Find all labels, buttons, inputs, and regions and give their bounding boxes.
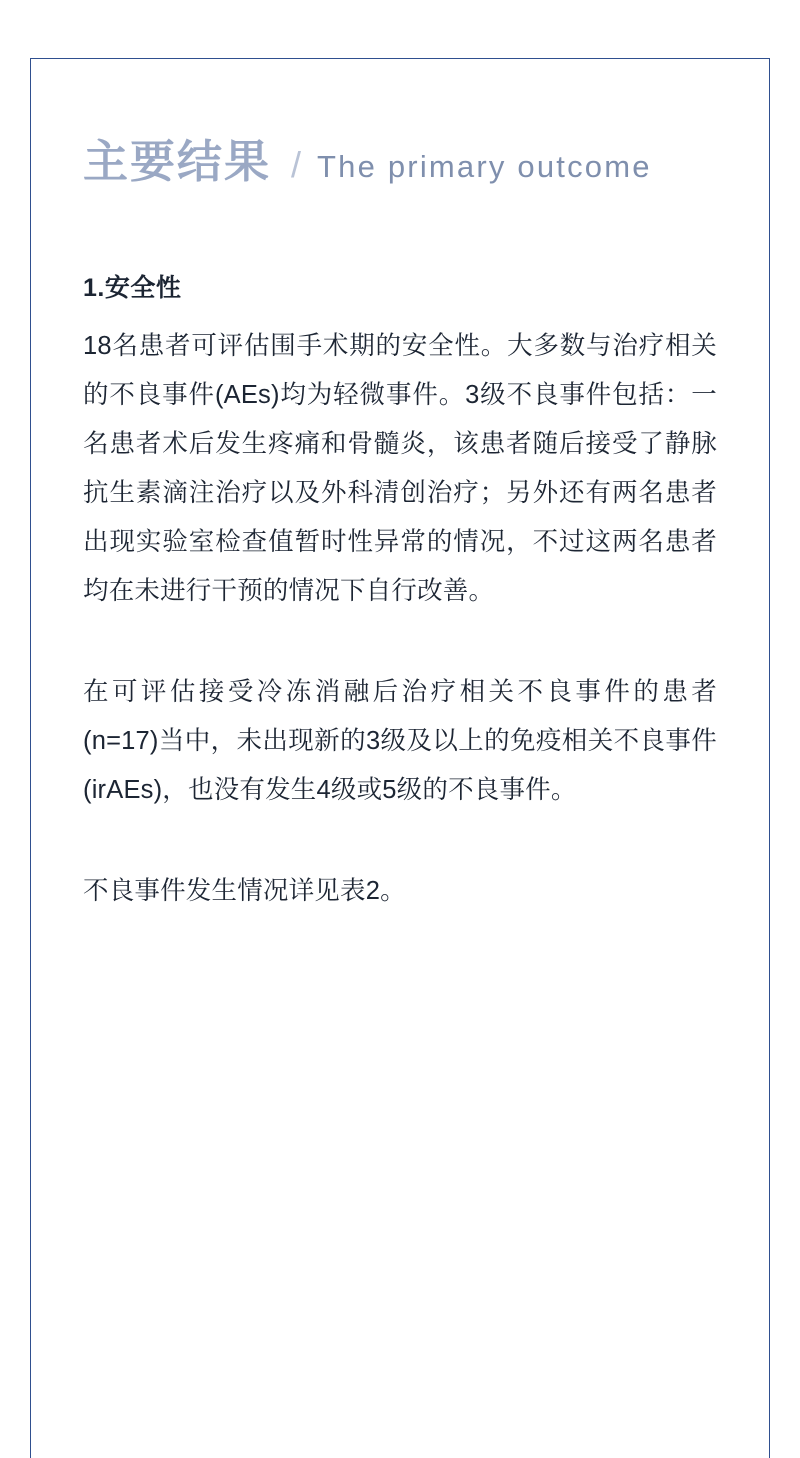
paragraph-safety-summary: 18名患者可评估围手术期的安全性。大多数与治疗相关的不良事件(AEs)均为轻微事件。3级不良事件包括：一名患者术后发生疼痛和骨髓炎，该患者随后接受了静脉抗生素滴注治疗以及外科清创治疗；另外还有两名患者出现实验室检查值暂时性异常的情况，不过这两名患者均在未进行干预的情况下自行改善。 xyxy=(83,332,717,605)
page-title-english: The primary outcome xyxy=(317,149,652,184)
card-inner xyxy=(31,59,769,916)
title-separator: / xyxy=(291,144,302,185)
paragraph-irae-summary: 在可评估接受冷冻消融后治疗相关不良事件的患者(n=17)当中，未出现新的3级及以上的免疫相关不良事件(irAEs)，也没有发生4级或5级的不良事件。 xyxy=(83,677,717,804)
content-card xyxy=(30,58,770,1458)
page-title xyxy=(83,136,717,187)
paragraph-table-reference: 不良事件发生情况详见表2。 xyxy=(83,876,406,905)
section-heading: 1.安全性 xyxy=(83,274,182,302)
page-title-chinese: 主要结果 xyxy=(83,136,272,187)
